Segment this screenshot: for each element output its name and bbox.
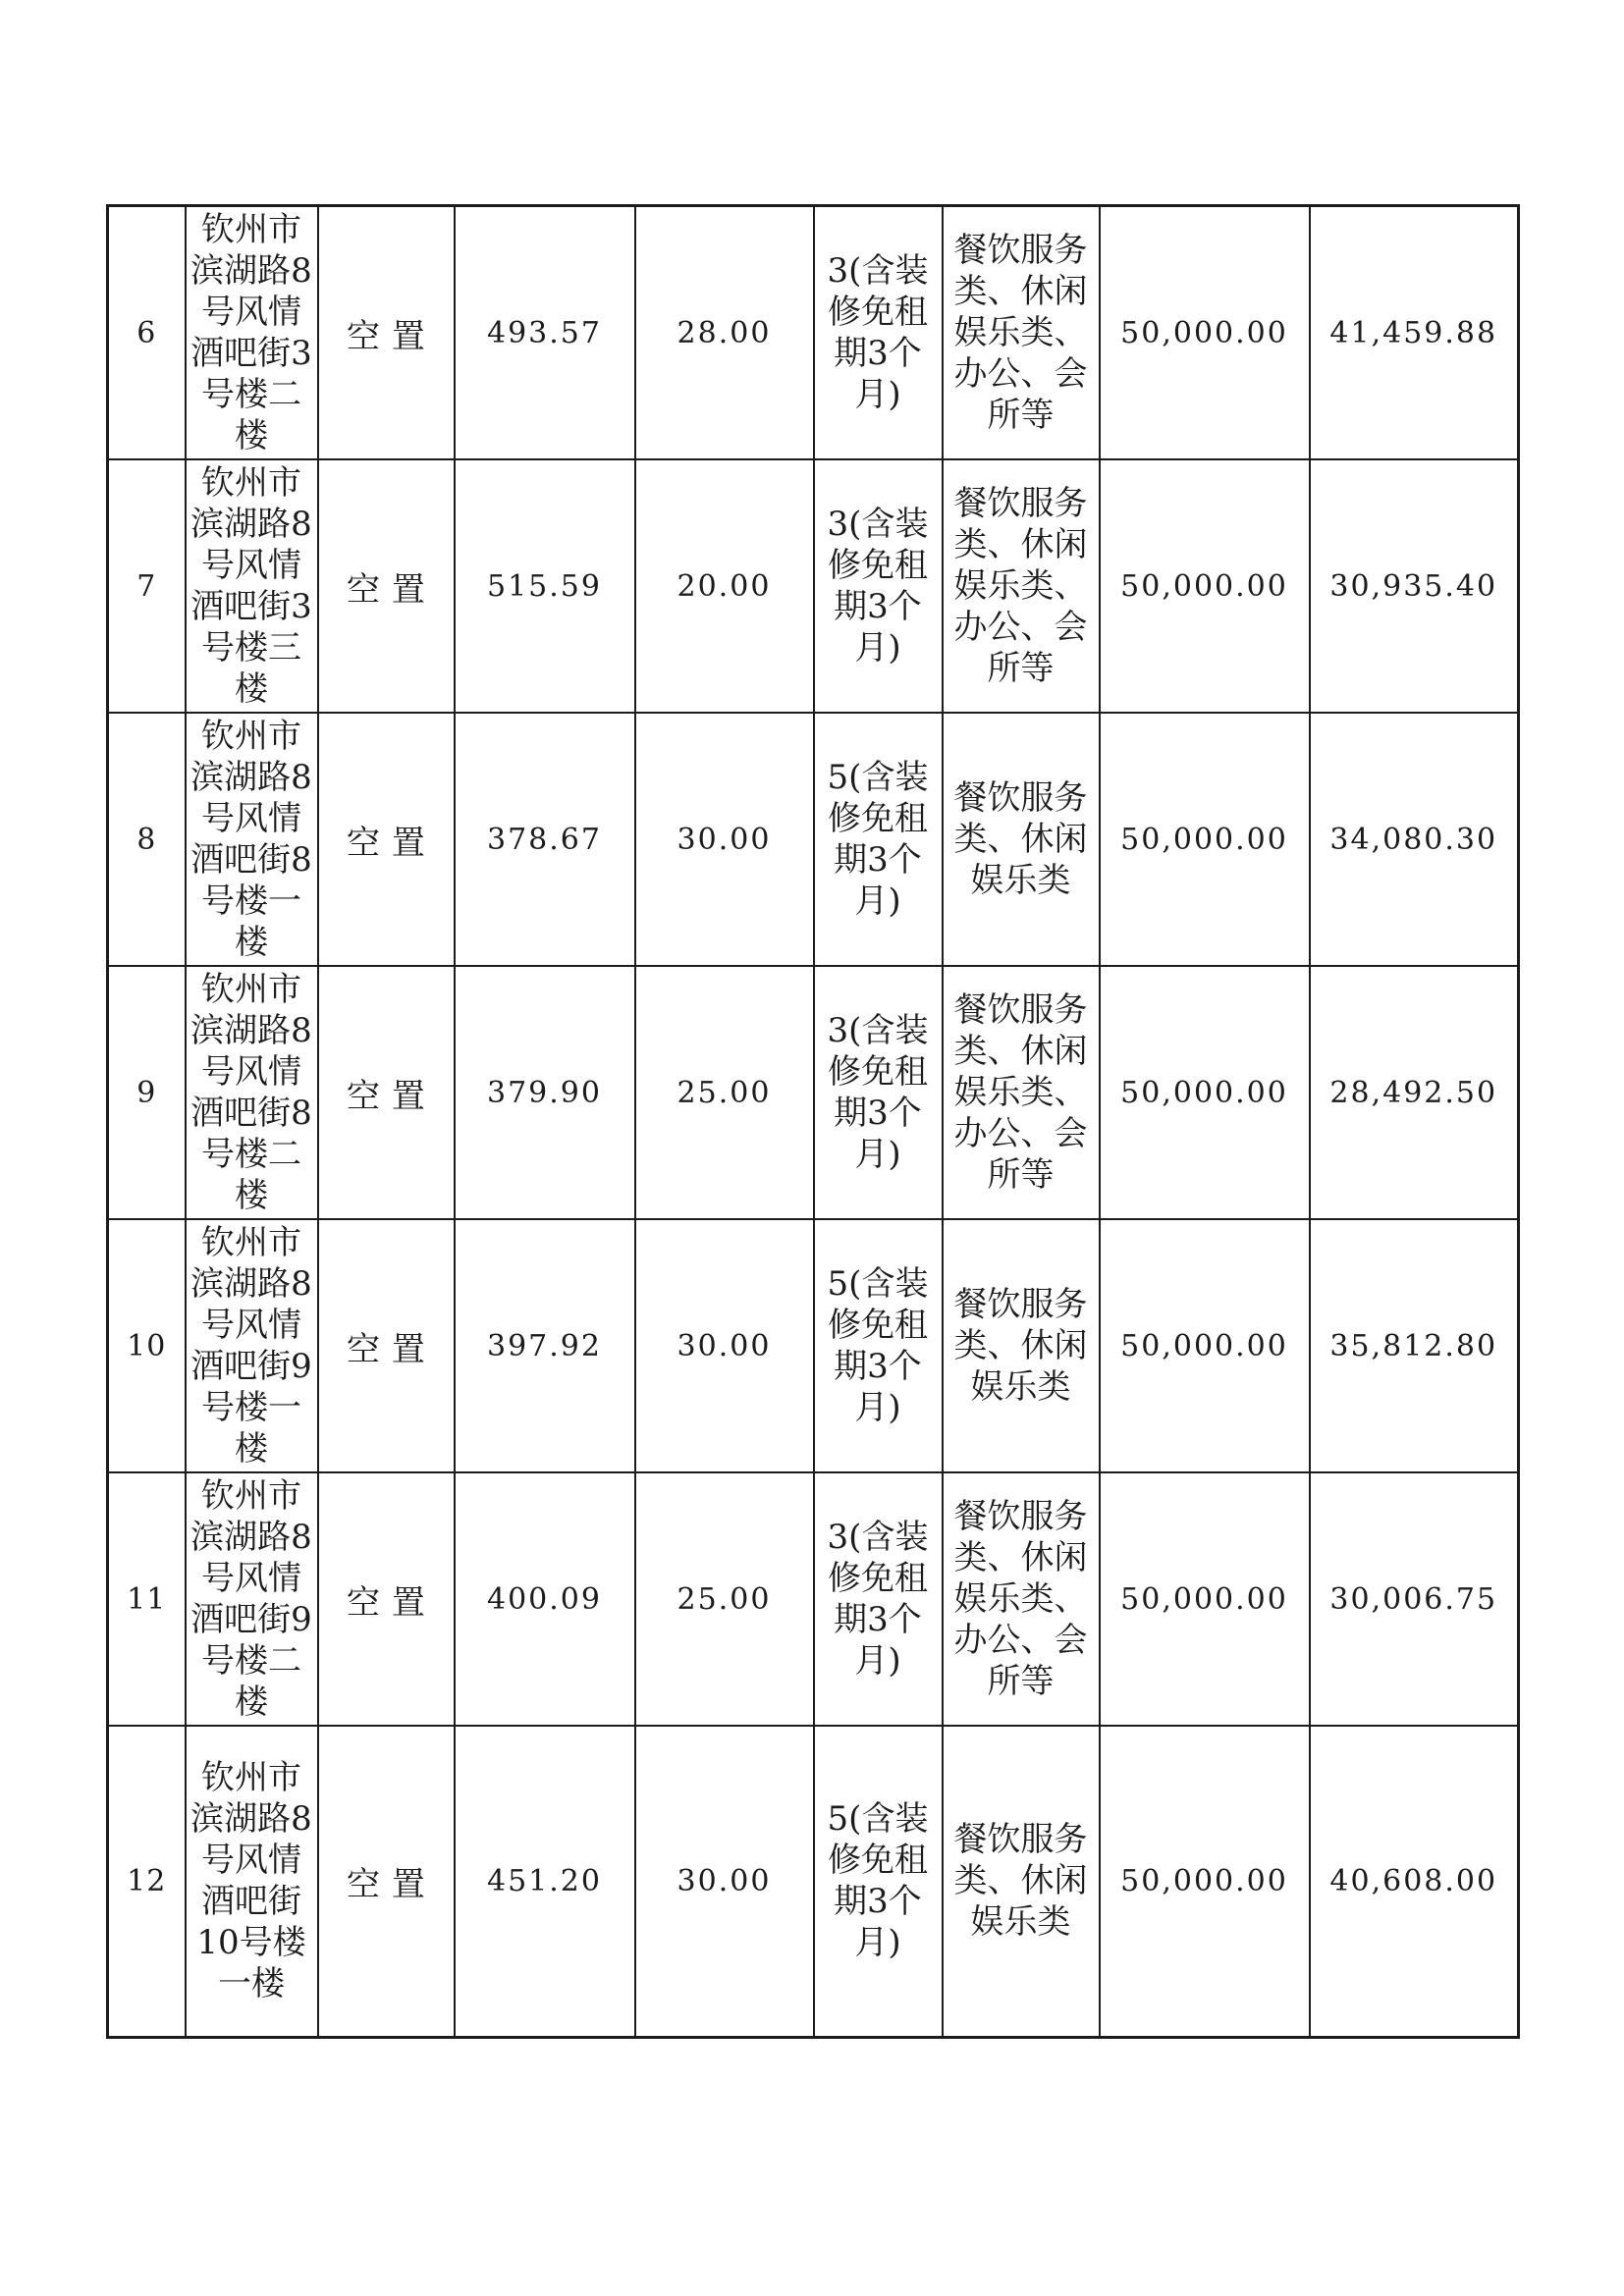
cell-business-scope: 餐饮服务类、休闲娱乐类、办公、会所等 [943, 1472, 1100, 1726]
cell-area: 493.57 [455, 206, 635, 460]
cell-area: 397.92 [455, 1219, 635, 1472]
cell-status: 空置 [318, 1219, 455, 1472]
cell-status: 空置 [318, 713, 455, 966]
cell-amount: 30,935.40 [1310, 459, 1519, 713]
cell-address: 钦州市滨湖路8号风情酒吧街8号楼一楼 [186, 713, 318, 966]
cell-area: 378.67 [455, 713, 635, 966]
cell-unit-price: 28.00 [635, 206, 814, 460]
cell-business-scope: 餐饮服务类、休闲娱乐类、办公、会所等 [943, 459, 1100, 713]
table-row [108, 459, 1519, 713]
cell-deposit: 50,000.00 [1100, 1726, 1310, 2037]
cell-area: 400.09 [455, 1472, 635, 1726]
cell-lease-term: 3(含装修免租期3个月) [814, 206, 943, 460]
cell-business-scope: 餐饮服务类、休闲娱乐类、办公、会所等 [943, 966, 1100, 1219]
cell-area: 451.20 [455, 1726, 635, 2037]
cell-status: 空置 [318, 1472, 455, 1726]
cell-unit-price: 25.00 [635, 1472, 814, 1726]
cell-lease-term: 3(含装修免租期3个月) [814, 459, 943, 713]
cell-row-number: 8 [108, 713, 186, 966]
property-listing-table [106, 204, 1520, 2039]
cell-deposit: 50,000.00 [1100, 713, 1310, 966]
cell-address: 钦州市滨湖路8号风情酒吧街10号楼一楼 [186, 1726, 318, 2037]
cell-address: 钦州市滨湖路8号风情酒吧街9号楼二楼 [186, 1472, 318, 1726]
cell-amount: 34,080.30 [1310, 713, 1519, 966]
cell-address: 钦州市滨湖路8号风情酒吧街9号楼一楼 [186, 1219, 318, 1472]
cell-area: 379.90 [455, 966, 635, 1219]
cell-business-scope: 餐饮服务类、休闲娱乐类 [943, 1219, 1100, 1472]
cell-lease-term: 5(含装修免租期3个月) [814, 713, 943, 966]
cell-lease-term: 3(含装修免租期3个月) [814, 1472, 943, 1726]
cell-row-number: 10 [108, 1219, 186, 1472]
cell-deposit: 50,000.00 [1100, 459, 1310, 713]
cell-unit-price: 25.00 [635, 966, 814, 1219]
cell-area: 515.59 [455, 459, 635, 713]
cell-business-scope: 餐饮服务类、休闲娱乐类 [943, 713, 1100, 966]
cell-business-scope: 餐饮服务类、休闲娱乐类 [943, 1726, 1100, 2037]
cell-deposit: 50,000.00 [1100, 206, 1310, 460]
cell-amount: 28,492.50 [1310, 966, 1519, 1219]
cell-deposit: 50,000.00 [1100, 1472, 1310, 1726]
cell-address: 钦州市滨湖路8号风情酒吧街3号楼三楼 [186, 459, 318, 713]
cell-lease-term: 5(含装修免租期3个月) [814, 1219, 943, 1472]
cell-unit-price: 30.00 [635, 1726, 814, 2037]
cell-business-scope: 餐饮服务类、休闲娱乐类、办公、会所等 [943, 206, 1100, 460]
cell-unit-price: 30.00 [635, 1219, 814, 1472]
cell-amount: 41,459.88 [1310, 206, 1519, 460]
cell-status: 空置 [318, 206, 455, 460]
cell-status: 空置 [318, 459, 455, 713]
cell-unit-price: 20.00 [635, 459, 814, 713]
cell-status: 空置 [318, 966, 455, 1219]
cell-amount: 35,812.80 [1310, 1219, 1519, 1472]
cell-amount: 40,608.00 [1310, 1726, 1519, 2037]
cell-lease-term: 5(含装修免租期3个月) [814, 1726, 943, 2037]
table-row [108, 1726, 1519, 2037]
table-row [108, 1219, 1519, 1472]
cell-row-number: 6 [108, 206, 186, 460]
cell-deposit: 50,000.00 [1100, 1219, 1310, 1472]
cell-amount: 30,006.75 [1310, 1472, 1519, 1726]
cell-row-number: 7 [108, 459, 186, 713]
cell-lease-term: 3(含装修免租期3个月) [814, 966, 943, 1219]
cell-address: 钦州市滨湖路8号风情酒吧街3号楼二楼 [186, 206, 318, 460]
table-row [108, 206, 1519, 460]
table-row [108, 1472, 1519, 1726]
cell-row-number: 9 [108, 966, 186, 1219]
cell-address: 钦州市滨湖路8号风情酒吧街8号楼二楼 [186, 966, 318, 1219]
table-row [108, 713, 1519, 966]
cell-deposit: 50,000.00 [1100, 966, 1310, 1219]
cell-status: 空置 [318, 1726, 455, 2037]
cell-row-number: 12 [108, 1726, 186, 2037]
table-row [108, 966, 1519, 1219]
cell-unit-price: 30.00 [635, 713, 814, 966]
cell-row-number: 11 [108, 1472, 186, 1726]
